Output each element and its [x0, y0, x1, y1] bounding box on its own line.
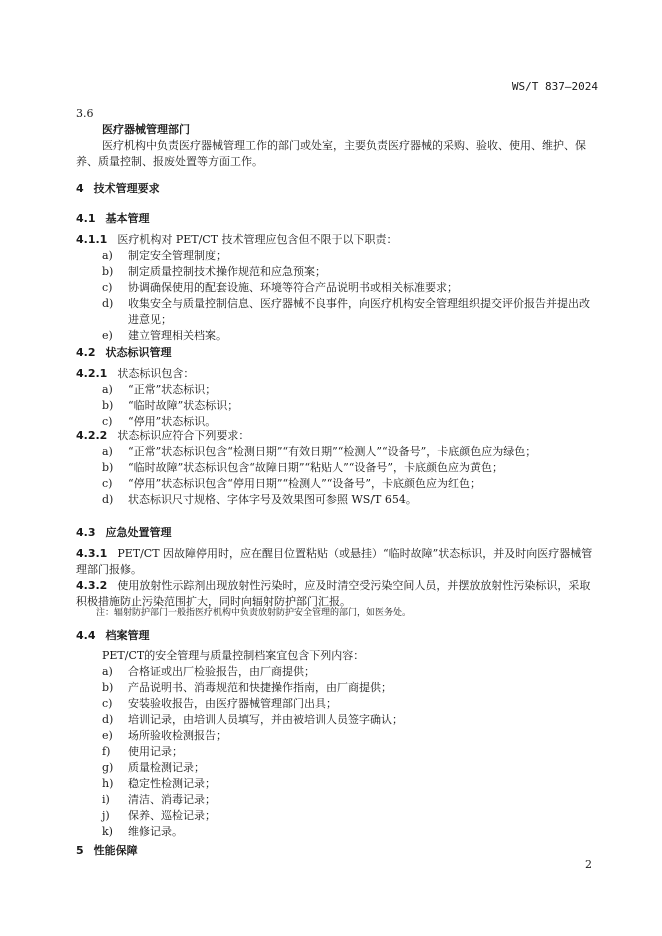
- clause-number: 4.2.2: [76, 429, 108, 442]
- list-item: [76, 728, 598, 744]
- list-item: [76, 476, 598, 492]
- list-item: [76, 776, 598, 792]
- list-text: 清洁、消毒记录；: [128, 793, 216, 806]
- list-text: “临时故障”状态标识；: [128, 399, 239, 412]
- list-item: [76, 760, 598, 776]
- section-title: 档案管理: [105, 629, 150, 642]
- section-number: 4.2: [76, 346, 96, 359]
- list-item: [76, 808, 598, 824]
- list-text: 协调确保使用的配套设施、环境等符合产品说明书或相关标准要求；: [128, 281, 458, 294]
- list-item: [76, 460, 598, 476]
- section-number: 4: [76, 182, 84, 195]
- list-text: 合格证或出厂检验报告，由厂商提供；: [128, 665, 315, 678]
- list-text: 稳定性检测记录；: [128, 777, 216, 790]
- note: 注：辐射防护部门一般指医疗机构中负责放射防护安全管理的部门，如医务处。: [96, 608, 412, 618]
- list-item: [76, 382, 598, 398]
- section-4-3-heading: [76, 525, 598, 541]
- list-text: “停用”状态标识包含“停用日期”“检测人”“设备号”，卡底颜色应为红色；: [128, 477, 481, 490]
- list-marker: c): [102, 477, 113, 490]
- section-5-heading: [76, 843, 598, 859]
- list-marker: b): [102, 681, 114, 694]
- section-title: 性能保障: [93, 844, 138, 857]
- clause-number: 4.3.1: [76, 547, 108, 560]
- section-title: 状态标识管理: [105, 346, 172, 359]
- page-number: 2: [585, 858, 592, 871]
- clause-4-3-1: [76, 546, 598, 578]
- clause-text: 使用放射性示踪剂出现放射性污染时，应及时清空受污染空间人员，并摆放放射性污染标识，采取积极措施防止污染范围扩大，同时向辐射防护部门汇报。: [76, 579, 591, 608]
- list-item: [76, 328, 598, 344]
- list-item: [76, 264, 598, 280]
- clause-4-2-2: [76, 428, 598, 508]
- clause-4-1-1: [76, 232, 598, 344]
- list-item: [76, 664, 598, 680]
- list-marker: d): [102, 493, 114, 506]
- term-title: 医疗器械管理部门: [102, 123, 190, 136]
- list-marker: j): [102, 809, 110, 822]
- section-number: 4.1: [76, 212, 96, 225]
- list-marker: f): [102, 745, 111, 758]
- list-marker: a): [102, 445, 113, 458]
- list-marker: k): [102, 825, 113, 838]
- section-4-heading: [76, 181, 598, 197]
- list-text: 质量检测记录；: [128, 761, 205, 774]
- list-item: [76, 444, 598, 460]
- list-text: “正常”状态标识包含“检测日期”“有效日期”“检测人”“设备号”，卡底颜色应为绿色；: [128, 445, 537, 458]
- list-text: 维修记录。: [128, 825, 183, 838]
- list-item: [76, 248, 598, 264]
- list-text: 使用记录；: [128, 745, 183, 758]
- list-text: 培训记录，由培训人员填写，并由被培训人员签字确认；: [128, 713, 403, 726]
- list-item: [76, 492, 598, 508]
- list-text: 安装验收报告，由医疗器械管理部门出具；: [128, 697, 337, 710]
- section-4-1-heading: [76, 211, 598, 227]
- clause-text: 状态标识包含：: [117, 367, 195, 380]
- list-text: 制定安全管理制度；: [128, 249, 227, 262]
- term-definition: 医疗机构中负责医疗器械管理工作的部门或处室，主要负责医疗器械的采购、验收、使用、维护、保养、质量控制、报废处置等方面工作。: [76, 139, 586, 168]
- list-text: “停用”状态标识。: [128, 415, 217, 428]
- list-item: [76, 296, 598, 328]
- list-marker: b): [102, 461, 114, 474]
- list-text: 制定质量控制技术操作规范和应急预案；: [128, 265, 326, 278]
- list-marker: e): [102, 729, 113, 742]
- clause-4-2-1: [76, 366, 598, 430]
- list-marker: a): [102, 665, 113, 678]
- section-4-4-heading: [76, 628, 598, 644]
- list-text: 建立管理相关档案。: [128, 329, 227, 342]
- list-text: “正常”状态标识；: [128, 383, 217, 396]
- list-item: [76, 824, 598, 840]
- list-marker: d): [102, 297, 114, 310]
- section-title: 基本管理: [105, 212, 150, 225]
- list-marker: a): [102, 383, 113, 396]
- list-marker: e): [102, 329, 113, 342]
- list-text: “临时故障”状态标识包含“故障日期”“粘贴人”“设备号”，卡底颜色应为黄色；: [128, 461, 503, 474]
- clause-number: 4.2.1: [76, 367, 108, 380]
- section-4-2-heading: [76, 345, 598, 361]
- section-number: 3.6: [76, 107, 94, 120]
- archive-intro: PET/CT的安全管理与质量控制档案宜包含下列内容：: [102, 649, 365, 662]
- list-item: [76, 696, 598, 712]
- list-marker: c): [102, 415, 113, 428]
- list-marker: h): [102, 777, 114, 790]
- clause-text: 状态标识应符合下列要求：: [117, 429, 250, 442]
- list-marker: c): [102, 697, 113, 710]
- section-number: 4.3: [76, 526, 96, 539]
- clause-number: 4.3.2: [76, 579, 108, 592]
- list-item: [76, 398, 598, 414]
- list-item: [76, 712, 598, 728]
- list-marker: b): [102, 265, 114, 278]
- list-text: 场所验收检测报告；: [128, 729, 227, 742]
- clause-text: 医疗机构对 PET/CT 技术管理应包含但不限于以下职责：: [117, 233, 398, 246]
- list-text: 保养、巡检记录；: [128, 809, 216, 822]
- list-text: 收集安全与质量控制信息、医疗器械不良事件，向医疗机构安全管理组织提交评价报告并提出改进意见；: [128, 297, 590, 326]
- section-4-4-body: [76, 648, 598, 840]
- clause-text: PET/CT 因故障停用时，应在醒目位置粘贴（或悬挂）“临时故障”状态标识，并及时向医疗器械管理部门报修。: [76, 547, 593, 576]
- list-marker: g): [102, 761, 114, 774]
- standard-number: WS/T 837—2024: [511, 80, 598, 93]
- list-marker: d): [102, 713, 114, 726]
- section-title: 应急处置管理: [105, 526, 172, 539]
- section-number: 4.4: [76, 629, 96, 642]
- list-marker: b): [102, 399, 114, 412]
- section-number: 5: [76, 844, 84, 857]
- list-text: 产品说明书、消毒规范和快捷操作指南，由厂商提供；: [128, 681, 392, 694]
- list-marker: a): [102, 249, 113, 262]
- list-marker: c): [102, 281, 113, 294]
- clause-number: 4.1.1: [76, 233, 108, 246]
- section-3-6: [76, 106, 598, 170]
- list-marker: i): [102, 793, 110, 806]
- list-item: [76, 280, 598, 296]
- list-item: [76, 744, 598, 760]
- section-title: 技术管理要求: [93, 182, 160, 195]
- list-item: [76, 680, 598, 696]
- list-text: 状态标识尺寸规格、字体字号及效果图可参照 WS/T 654。: [128, 493, 417, 506]
- list-item: [76, 792, 598, 808]
